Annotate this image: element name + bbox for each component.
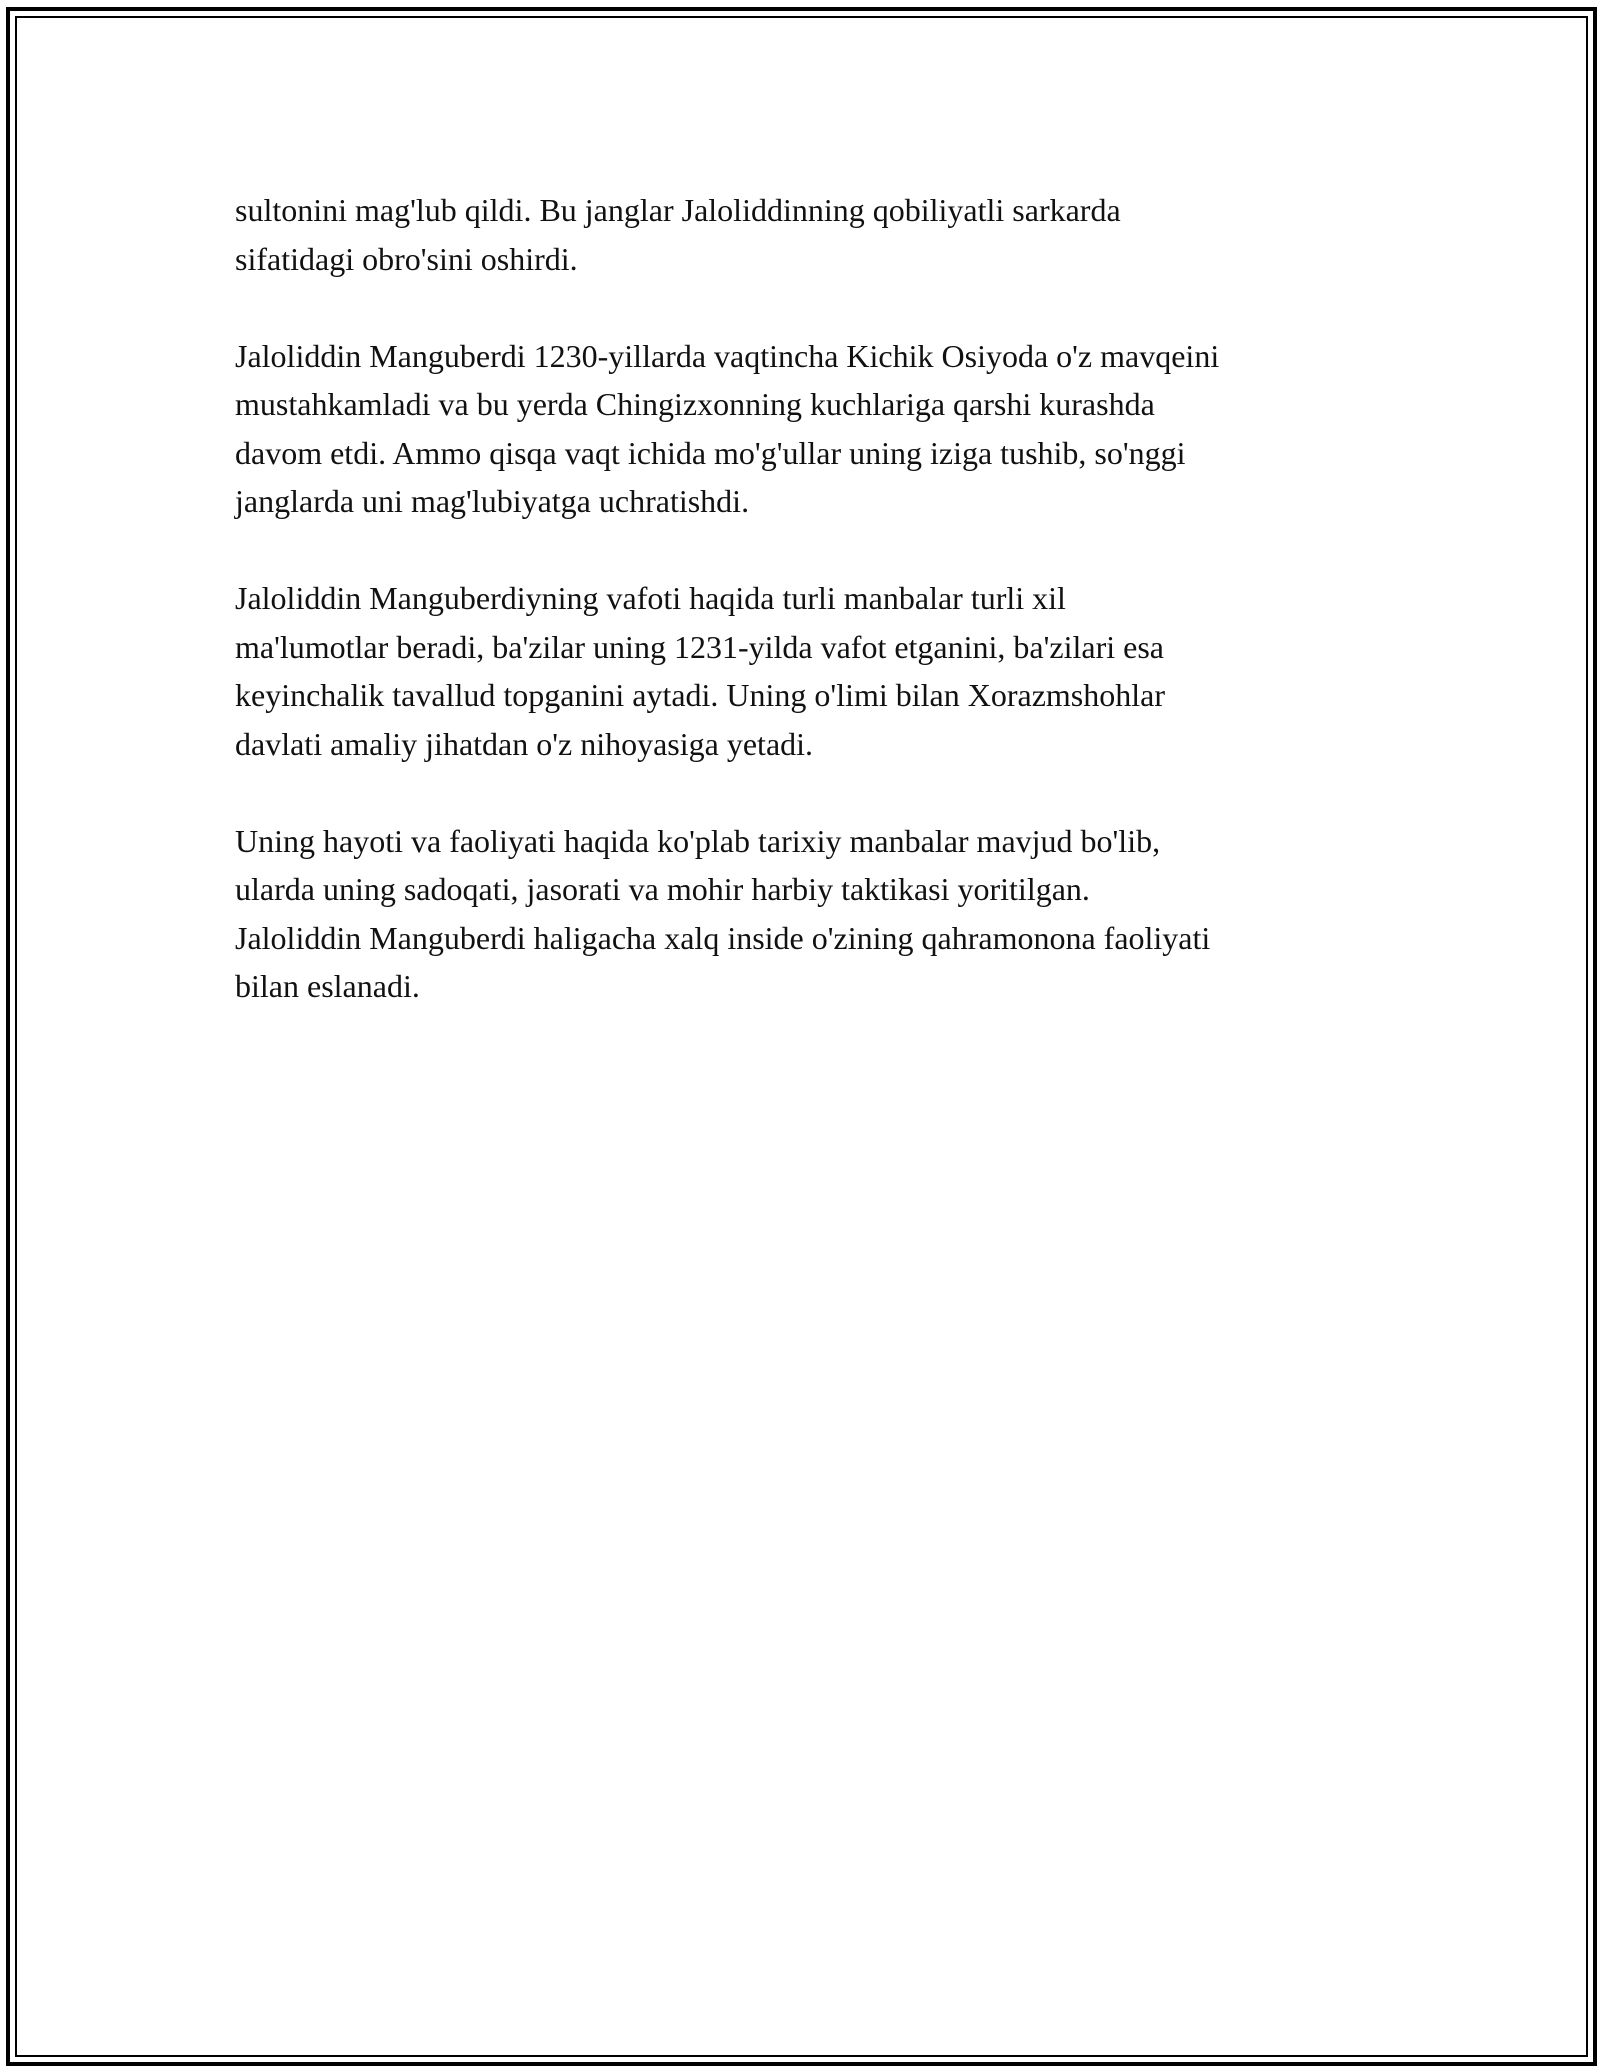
paragraph-4 — [235, 817, 1385, 1011]
paragraph-1 — [235, 186, 1385, 283]
text-line: Uning hayoti va faoliyati haqida ko'plab tarixiy manbalar mavjud bo'lib, — [235, 822, 1161, 859]
paragraph-2 — [235, 332, 1385, 526]
text-line: ma'lumotlar beradi, ba'zilar uning 1231-yilda vafot etganini, ba'zilari esa — [235, 628, 1164, 665]
text-line: mustahkamladi va bu yerda Chingizxonning kuchlariga qarshi kurashda — [235, 386, 1155, 422]
text-line: Jaloliddin Manguberdiyning vafoti haqida turli manbalar turli xil — [235, 580, 1066, 616]
text-line: sultonini mag'lub qildi. Bu janglar Jaloliddinning qobiliyatli sarkarda — [235, 192, 1121, 228]
text-line: davom etdi. Ammo qisqa vaqt ichida mo'g'ullar uning iziga tushib, so'nggi — [235, 434, 1186, 471]
document-body — [235, 186, 1385, 1059]
text-line: Jaloliddin Manguberdi haligacha xalq inside o'zining qahramonona faoliyati — [235, 919, 1211, 956]
text-line: ularda uning sadoqati, jasorati va mohir harbiy taktikasi yoritilgan. — [235, 871, 1090, 907]
paragraph-3 — [235, 574, 1385, 768]
text-line: Jaloliddin Manguberdi 1230-yillarda vaqtincha Kichik Osiyoda o'z mavqeini — [235, 337, 1220, 374]
text-line: keyinchalik tavallud topganini aytadi. Uning o'limi bilan Xorazmshohlar — [235, 677, 1165, 713]
text-line: janglarda uni mag'lubiyatga uchratishdi. — [235, 483, 750, 519]
text-line: davlati amaliy jihatdan o'z nihoyasiga yetadi. — [235, 725, 814, 762]
text-line: bilan eslanadi. — [235, 968, 420, 1004]
text-line: sifatidagi obro'sini oshirdi. — [235, 240, 578, 277]
